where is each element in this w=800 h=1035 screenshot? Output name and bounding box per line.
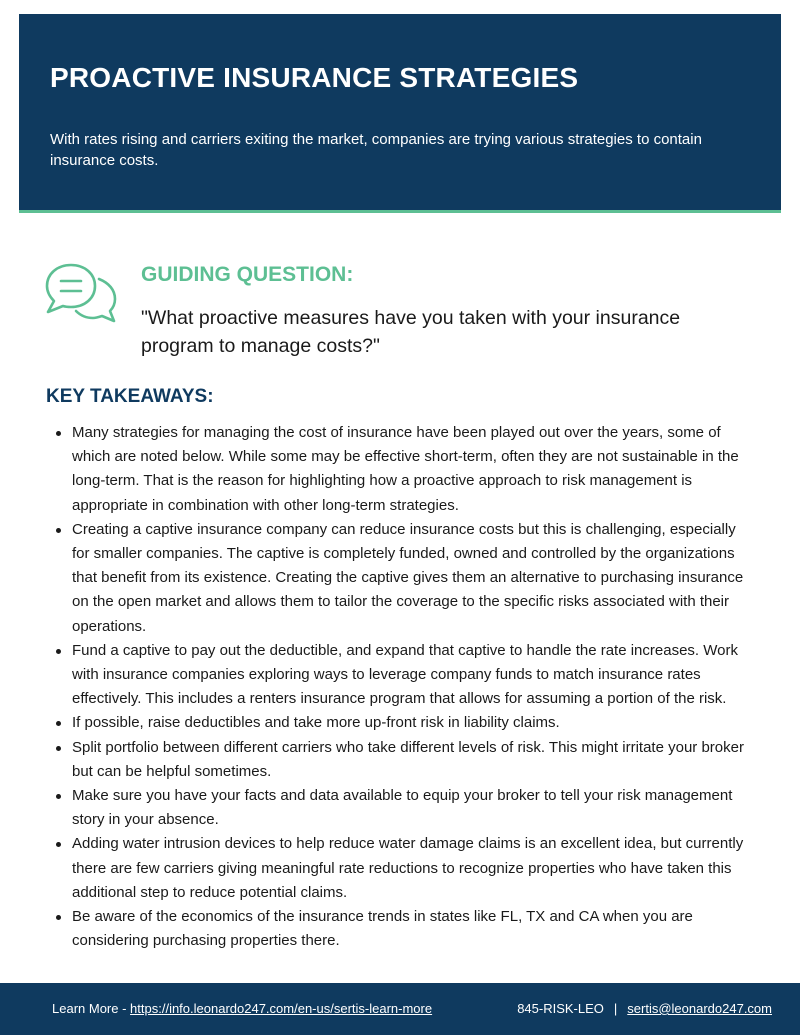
phone-number: 845-RISK-LEO (517, 1001, 604, 1016)
takeaway-item: If possible, raise deductibles and take more up-front risk in liability claims. (72, 711, 752, 735)
takeaway-item: Fund a captive to pay out the deductible, and expand that captive to handle the rate increases. Work with insurance companies exploring ways to leverage company funds to match insurance rates effectively. This includes a renters insurance program that allows for assuming a portion of the risk. (72, 639, 752, 712)
page-subtitle: With rates rising and carriers exiting the market, companies are trying various strategies to contain insurance costs. (50, 131, 702, 169)
footer-learn-more (52, 1001, 432, 1016)
guiding-question-text: "What proactive measures have you taken with your insurance program to manage costs?" (141, 307, 681, 357)
email-link[interactable]: sertis@leonardo247.com (627, 1001, 772, 1016)
takeaway-item: Adding water intrusion devices to help reduce water damage claims is an excellent idea, but currently there are few carriers giving meaningful rate reductions to recognize properties who have taken this additional step to reduce potential claims. (72, 832, 752, 905)
page-title: PROACTIVE INSURANCE STRATEGIES (50, 62, 579, 93)
footer-bar (0, 983, 800, 1035)
footer-contact (517, 1001, 772, 1016)
footer-separator: | (613, 1001, 618, 1016)
guiding-question-heading: GUIDING QUESTION: (141, 263, 354, 286)
takeaway-item: Creating a captive insurance company can reduce insurance costs but this is challenging, especially for smaller companies. The captive is completely funded, owned and controlled by the organizations that benefit from its existence. Creating the captive gives them an alternative to purchasing insurance on the open market and allows them to tailor the coverage to the specific risks associated with their operations. (72, 518, 752, 639)
header-banner (19, 14, 781, 213)
learn-more-label: Learn More - (52, 1001, 131, 1016)
key-takeaways-list (72, 421, 752, 953)
chat-bubbles-icon (44, 262, 118, 324)
learn-more-link[interactable]: https://info.leonardo247.com/en-us/sertis-learn-more (130, 1001, 433, 1016)
takeaway-item: Many strategies for managing the cost of insurance have been played out over the years, some of which are noted below. While some may be effective short-term, often they are not sustainable in the long-term. That is the reason for highlighting how a proactive approach to risk management is appropriate in combination with other long-term strategies. (72, 421, 752, 518)
takeaway-item: Split portfolio between different carriers who take different levels of risk. This might irritate your broker but can be helpful sometimes. (72, 736, 752, 784)
key-takeaways-heading: KEY TAKEAWAYS: (46, 386, 214, 407)
takeaway-item: Make sure you have your facts and data available to equip your broker to tell your risk management story in your absence. (72, 784, 752, 832)
takeaway-item: Be aware of the economics of the insurance trends in states like FL, TX and CA when you are considering purchasing properties there. (72, 905, 752, 953)
